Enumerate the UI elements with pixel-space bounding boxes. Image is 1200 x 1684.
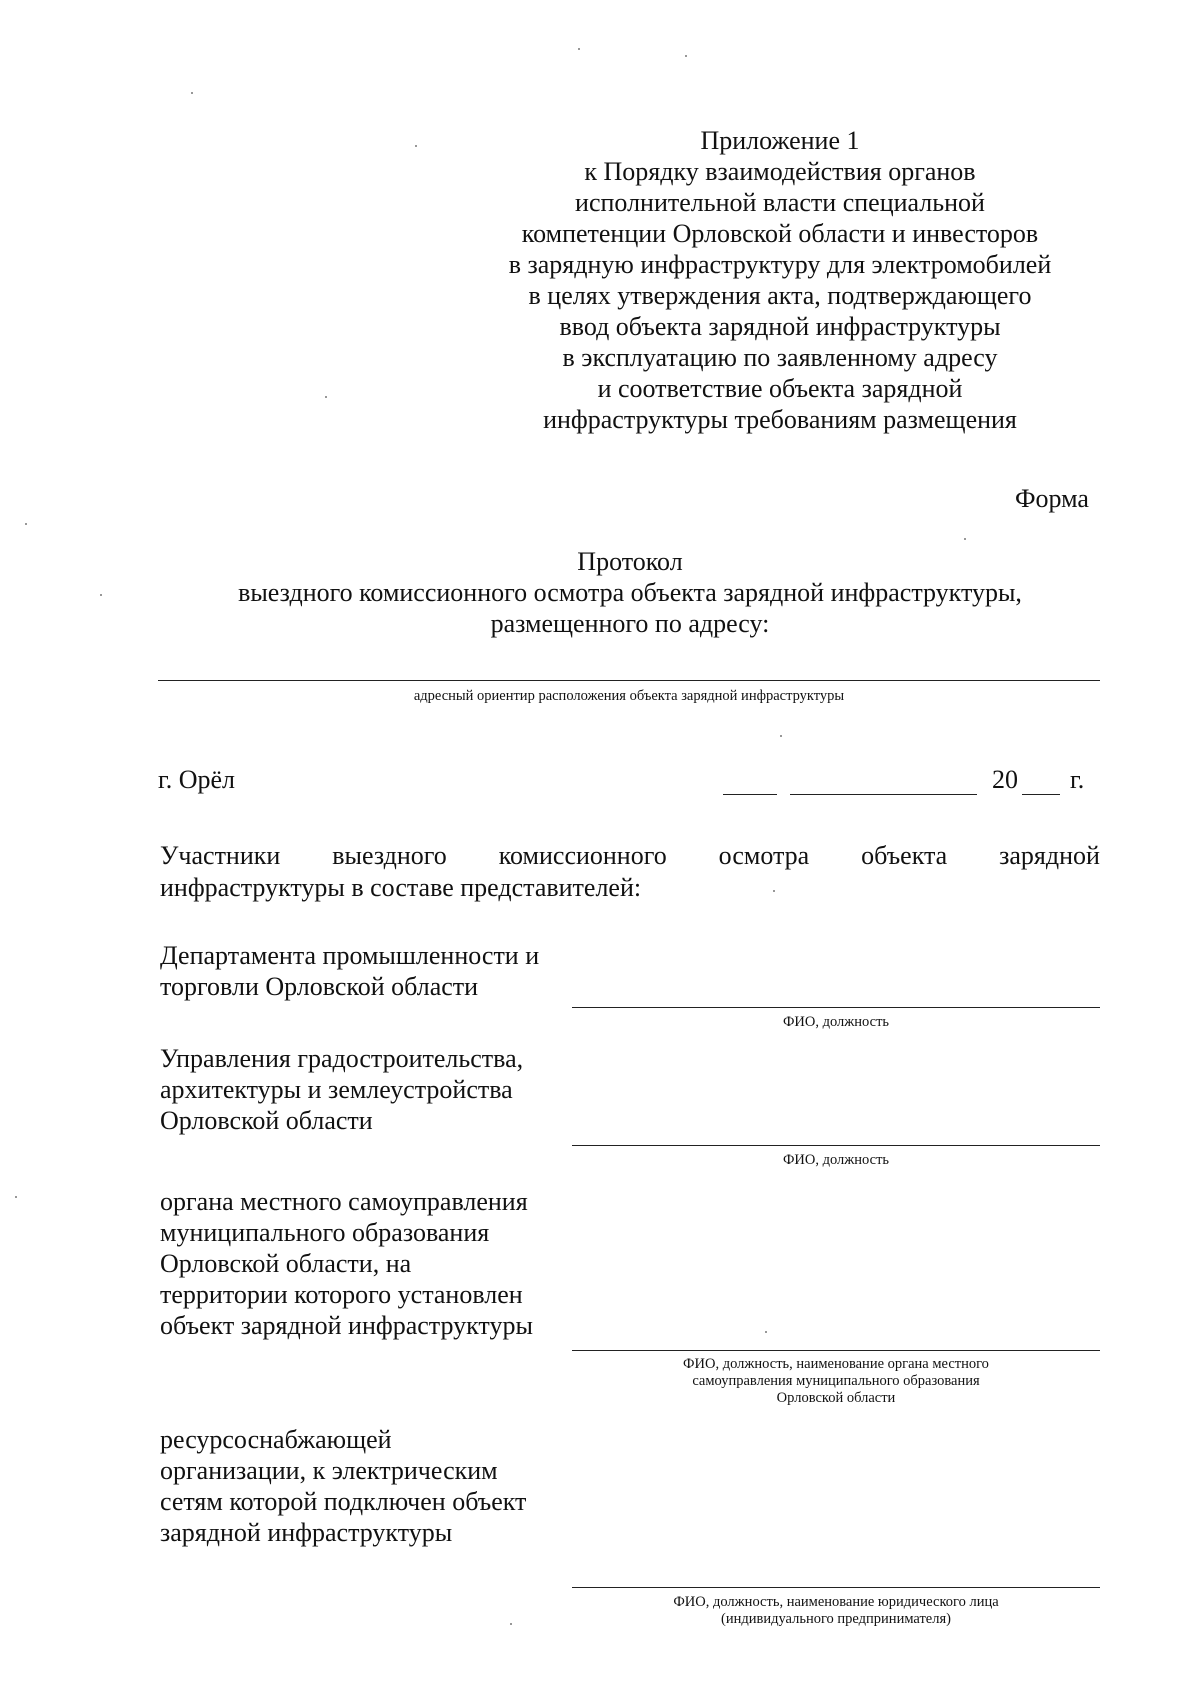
scan-speck bbox=[773, 890, 775, 892]
participants-word: Участники bbox=[160, 841, 281, 870]
role-line: торговли Орловской области bbox=[160, 972, 479, 1001]
caption-line: (индивидуального предпринимателя) bbox=[721, 1611, 951, 1627]
header-line: и соответствие объекта зарядной bbox=[597, 374, 963, 403]
year-prefix: 20 bbox=[992, 765, 1018, 794]
role-line: Орловской области bbox=[160, 1106, 373, 1135]
caption-line: самоуправления муниципального образования bbox=[692, 1373, 980, 1389]
signature-blank-line bbox=[572, 1350, 1100, 1351]
role-resource-supplier bbox=[160, 1424, 526, 1548]
address-caption: адресный ориентир расположения объекта зарядной инфраструктуры bbox=[413, 688, 845, 704]
header-line: Приложение 1 bbox=[700, 126, 860, 155]
title-line: выездного комиссионного осмотра объекта зарядной инфраструктуры, bbox=[238, 578, 1022, 607]
header-line: в целях утверждения акта, подтверждающего bbox=[528, 281, 1032, 310]
header-line: исполнительной власти специальной bbox=[575, 188, 985, 217]
form-label: Форма bbox=[1015, 484, 1089, 513]
header-line: инфраструктуры требованиям размещения bbox=[543, 405, 1017, 434]
date-month-blank bbox=[790, 794, 977, 795]
caption-line: Орловской области bbox=[776, 1390, 896, 1406]
title-line: Протокол bbox=[577, 547, 683, 576]
signature-blank-line bbox=[572, 1007, 1100, 1008]
role-urban-planning bbox=[160, 1043, 523, 1136]
participants-intro-cont: инфраструктуры в составе представителей: bbox=[160, 873, 642, 902]
scan-speck bbox=[765, 1331, 767, 1333]
header-line: к Порядку взаимодействия органов bbox=[584, 157, 976, 186]
signature-caption bbox=[572, 1356, 1100, 1407]
scan-speck bbox=[15, 1196, 17, 1198]
role-line: муниципального образования bbox=[160, 1218, 490, 1247]
header-line: компетенции Орловской области и инвесторов bbox=[521, 219, 1039, 248]
role-line: Орловской области, на bbox=[160, 1249, 412, 1278]
role-line: Управления градостроительства, bbox=[160, 1044, 524, 1073]
participants-word: объекта bbox=[861, 841, 948, 870]
scan-speck bbox=[325, 396, 327, 398]
role-line: организации, к электрическим bbox=[160, 1456, 498, 1485]
signature-blank-line bbox=[572, 1145, 1100, 1146]
role-line: сетям которой подключен объект bbox=[160, 1487, 527, 1516]
appendix-header bbox=[430, 125, 1130, 435]
role-local-government bbox=[160, 1186, 533, 1341]
role-line: ресурсоснабжающей bbox=[160, 1425, 392, 1454]
year-suffix: г. bbox=[1070, 765, 1085, 794]
address-blank-line bbox=[158, 680, 1100, 681]
role-line: зарядной инфраструктуры bbox=[160, 1518, 453, 1547]
participants-word: осмотра bbox=[718, 841, 810, 870]
signature-caption bbox=[572, 1594, 1100, 1628]
participants-intro bbox=[160, 840, 1100, 871]
caption-line: ФИО, должность, наименование органа местного bbox=[683, 1356, 989, 1372]
scan-speck bbox=[578, 48, 580, 50]
date-year-blank bbox=[1022, 794, 1060, 795]
role-line: органа местного самоуправления bbox=[160, 1187, 528, 1216]
scan-speck bbox=[964, 538, 966, 540]
role-line: Департамента промышленности и bbox=[160, 941, 540, 970]
date-day-blank bbox=[723, 794, 777, 795]
role-line: архитектуры и землеустройства bbox=[160, 1075, 513, 1104]
role-line: объект зарядной инфраструктуры bbox=[160, 1311, 533, 1340]
participants-word: зарядной bbox=[999, 841, 1100, 870]
protocol-title bbox=[150, 546, 1110, 639]
scan-speck bbox=[191, 92, 193, 94]
scan-speck bbox=[780, 735, 782, 737]
scan-speck bbox=[510, 1623, 512, 1625]
signature-caption: ФИО, должность bbox=[782, 1014, 890, 1030]
signature-caption: ФИО, должность bbox=[782, 1152, 890, 1168]
title-line: размещенного по адресу: bbox=[490, 609, 770, 638]
header-line: ввод объекта зарядной инфраструктуры bbox=[559, 312, 1001, 341]
scan-speck bbox=[100, 594, 102, 596]
header-line: в эксплуатацию по заявленному адресу bbox=[562, 343, 998, 372]
signature-blank-line bbox=[572, 1587, 1100, 1588]
participants-word: комиссионного bbox=[498, 841, 667, 870]
header-line: в зарядную инфраструктуру для электромобилей bbox=[508, 250, 1052, 279]
caption-line: ФИО, должность, наименование юридического лица bbox=[673, 1594, 999, 1610]
city-label: г. Орёл bbox=[158, 765, 236, 794]
scan-speck bbox=[685, 55, 687, 57]
role-line: территории которого установлен bbox=[160, 1280, 523, 1309]
participants-word: выездного bbox=[332, 841, 447, 870]
scan-speck bbox=[415, 145, 417, 147]
role-department-industry bbox=[160, 940, 539, 1002]
scan-speck bbox=[25, 523, 27, 525]
